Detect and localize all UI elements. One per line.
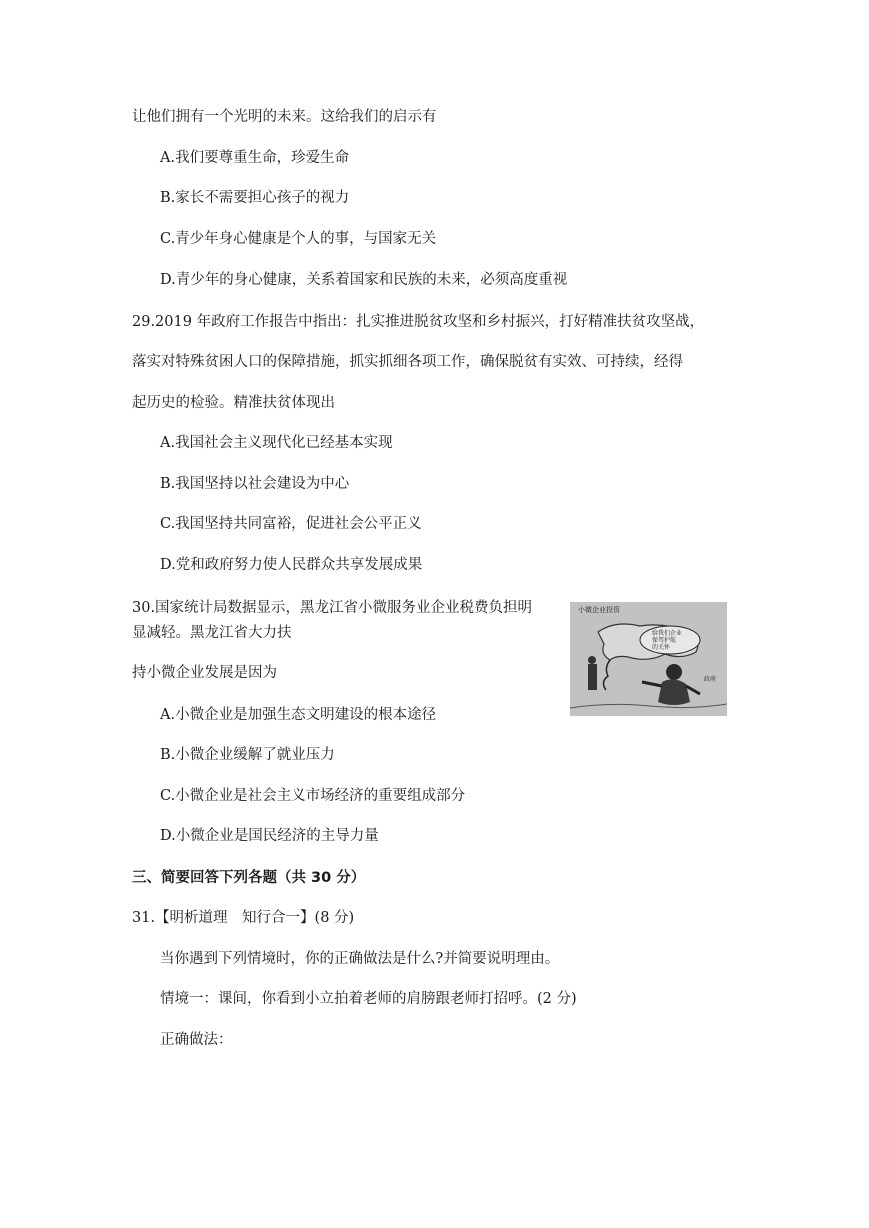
q29-stem-line-3: 起历史的检验。精准扶贫体现出 — [132, 395, 335, 411]
q29-option-d: D.党和政府努力使人民群众共享发展成果 — [160, 557, 423, 573]
cartoon-caption: 小微企业投资 — [578, 606, 620, 614]
cartoon-drawing — [570, 602, 727, 716]
q28-option-c: C.青少年身心健康是个人的事，与国家无关 — [160, 231, 437, 247]
q29-option-a: A.我国社会主义现代化已经基本实现 — [160, 435, 393, 451]
q30-stem-line-3: 持小微企业发展是因为 — [132, 665, 277, 681]
q31-title: 31.【明析道理 知行合一】(8 分) — [132, 910, 355, 926]
q30-stem-line-2: 显减轻。黑龙江省大力扶 — [132, 625, 292, 641]
cartoon-side-label: 政府 — [704, 676, 717, 683]
q30-option-d: D.小微企业是国民经济的主导力量 — [160, 828, 379, 844]
q29-option-c: C.我国坚持共同富裕，促进社会公平正义 — [160, 516, 422, 532]
q28-stem: 让他们拥有一个光明的未来。这给我们的启示有 — [132, 109, 437, 125]
q30-option-b: B.小微企业缓解了就业压力 — [160, 747, 335, 763]
q30-stem-line-1: 30.国家统计局数据显示，黑龙江省小微服务业企业税费负担明 — [132, 600, 533, 616]
q30-option-a: A.小微企业是加强生态文明建设的根本途径 — [160, 707, 437, 723]
cartoon-bubble-text: 给我们企业 保驾护航 的关怀 — [652, 630, 683, 651]
q29-stem-line-2: 落实对特殊贫困人口的保障措施，抓实抓细各项工作，确保脱贫有实效、可持续，经得 — [132, 354, 683, 370]
q31-answer-label: 正确做法： — [160, 1032, 233, 1048]
q28-option-b: B.家长不需要担心孩子的视力 — [160, 190, 350, 206]
q29-stem-line-1: 29.2019 年政府工作报告中指出：扎实推进脱贫攻坚和乡村振兴，打好精准扶贫攻坚战， — [132, 314, 705, 330]
q31-scenario-1: 情境一：课间，你看到小立拍着老师的肩膀跟老师打招呼。(2 分) — [160, 991, 577, 1007]
section-3-heading: 三、简要回答下列各题（共 30 分） — [132, 870, 366, 886]
q28-option-d: D.青少年的身心健康，关系着国家和民族的未来，必须高度重视 — [160, 272, 568, 288]
q30-cartoon-image — [570, 602, 727, 716]
q30-option-c: C.小微企业是社会主义市场经济的重要组成部分 — [160, 788, 466, 804]
q29-option-b: B.我国坚持以社会建设为中心 — [160, 476, 350, 492]
q31-prompt: 当你遇到下列情境时，你的正确做法是什么?并简要说明理由。 — [160, 951, 560, 967]
q28-option-a: A.我们要尊重生命，珍爱生命 — [160, 150, 350, 166]
